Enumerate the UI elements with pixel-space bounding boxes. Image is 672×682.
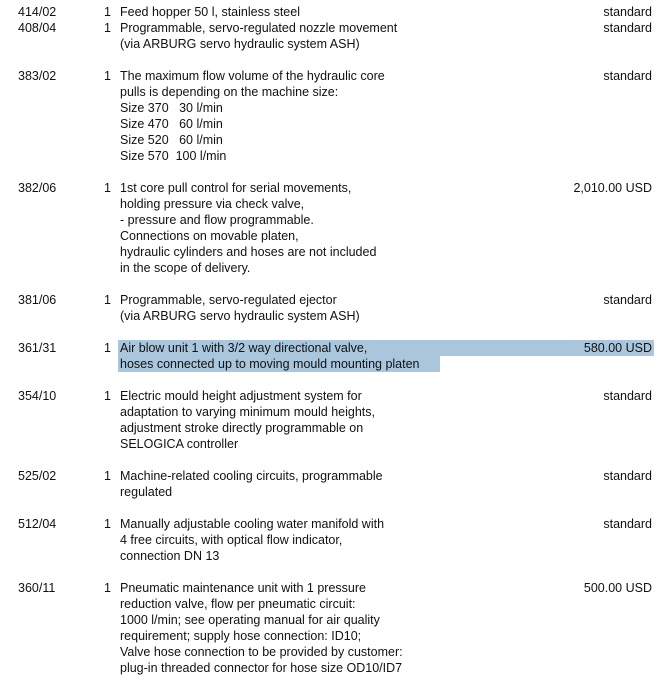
description-line: Size 370 30 l/min [120,101,223,115]
item-quantity: 1 [104,517,111,531]
item-code: 383/02 [18,69,57,83]
item-quantity: 1 [104,5,111,19]
description-line: The maximum flow volume of the hydraulic core [120,69,385,83]
item-description [120,68,450,164]
description-line: reduction valve, flow per pneumatic circuit: [120,597,356,611]
description-line: Electric mould height adjustment system for [120,389,362,403]
item-quantity: 1 [104,341,111,355]
description-line: 1000 l/min; see operating manual for air quality [120,613,380,627]
description-line: Machine-related cooling circuits, programmable [120,469,383,483]
item-code: 381/06 [18,293,57,307]
item-price: standard [603,389,652,403]
item-description [120,468,450,500]
item-description [120,516,450,564]
item-description [120,580,450,676]
item-quantity: 1 [104,389,111,403]
description-line: plug-in threaded connector for hose size OD10/ID7 [120,661,403,675]
description-line: Programmable, servo-regulated nozzle movement [120,21,398,35]
item-price: standard [603,5,652,19]
description-line: Pneumatic maintenance unit with 1 pressure [120,581,366,595]
item-price[interactable]: 580.00 USD [583,341,652,355]
item-code: 512/04 [18,517,57,531]
item-description [120,180,450,276]
item-code: 382/06 [18,181,57,195]
description-line: SELOGICA controller [120,437,239,451]
item-price: 500.00 USD [583,581,652,595]
item-description [120,4,450,20]
item-price: standard [603,293,652,307]
description-line: Valve hose connection to be provided by customer: [120,645,403,659]
item-price: standard [603,517,652,531]
item-price: standard [603,21,652,35]
description-line: Size 470 60 l/min [120,117,223,131]
description-line: Feed hopper 50 l, stainless steel [120,5,300,19]
description-line: adjustment stroke directly programmable on [120,421,364,435]
item-price: standard [603,469,652,483]
description-line: (via ARBURG servo hydraulic system ASH) [120,309,360,323]
item-description [120,20,450,52]
description-line: in the scope of delivery. [120,261,251,275]
description-line: 4 free circuits, with optical flow indicator, [120,533,343,547]
item-description [120,292,450,324]
item-quantity: 1 [104,69,111,83]
item-code: 360/11 [18,581,56,595]
description-line: Programmable, servo-regulated ejector [120,293,337,307]
item-quantity: 1 [104,581,111,595]
item-description [120,388,450,452]
description-line: adaptation to varying minimum mould heights, [120,405,375,419]
description-line[interactable]: hoses connected up to moving mould mounting platen [120,357,420,371]
item-description[interactable] [120,340,450,372]
description-line: requirement; supply hose connection: ID10; [120,629,362,643]
description-line: (via ARBURG servo hydraulic system ASH) [120,37,360,51]
item-quantity: 1 [104,181,111,195]
item-code: 361/31 [18,341,57,355]
item-code: 354/10 [18,389,57,403]
item-price: standard [603,69,652,83]
item-code: 525/02 [18,469,57,483]
item-quantity: 1 [104,469,111,483]
description-line: holding pressure via check valve, [120,197,305,211]
description-line: Size 570 100 l/min [120,149,227,163]
description-line: regulated [120,485,173,499]
description-line: hydraulic cylinders and hoses are not included [120,245,377,259]
description-line: Size 520 60 l/min [120,133,223,147]
description-line: - pressure and flow programmable. [120,213,314,227]
item-quantity: 1 [104,21,111,35]
description-line: Manually adjustable cooling water manifold with [120,517,385,531]
item-code: 408/04 [18,21,57,35]
description-line: Connections on movable platen, [120,229,299,243]
description-line: connection DN 13 [120,549,220,563]
description-line: 1st core pull control for serial movements, [120,181,352,195]
item-quantity: 1 [104,293,111,307]
description-line[interactable]: Air blow unit 1 with 3/2 way directional valve, [120,341,368,355]
item-price: 2,010.00 USD [573,181,652,195]
description-line: pulls is depending on the machine size: [120,85,339,99]
item-code: 414/02 [18,5,57,19]
